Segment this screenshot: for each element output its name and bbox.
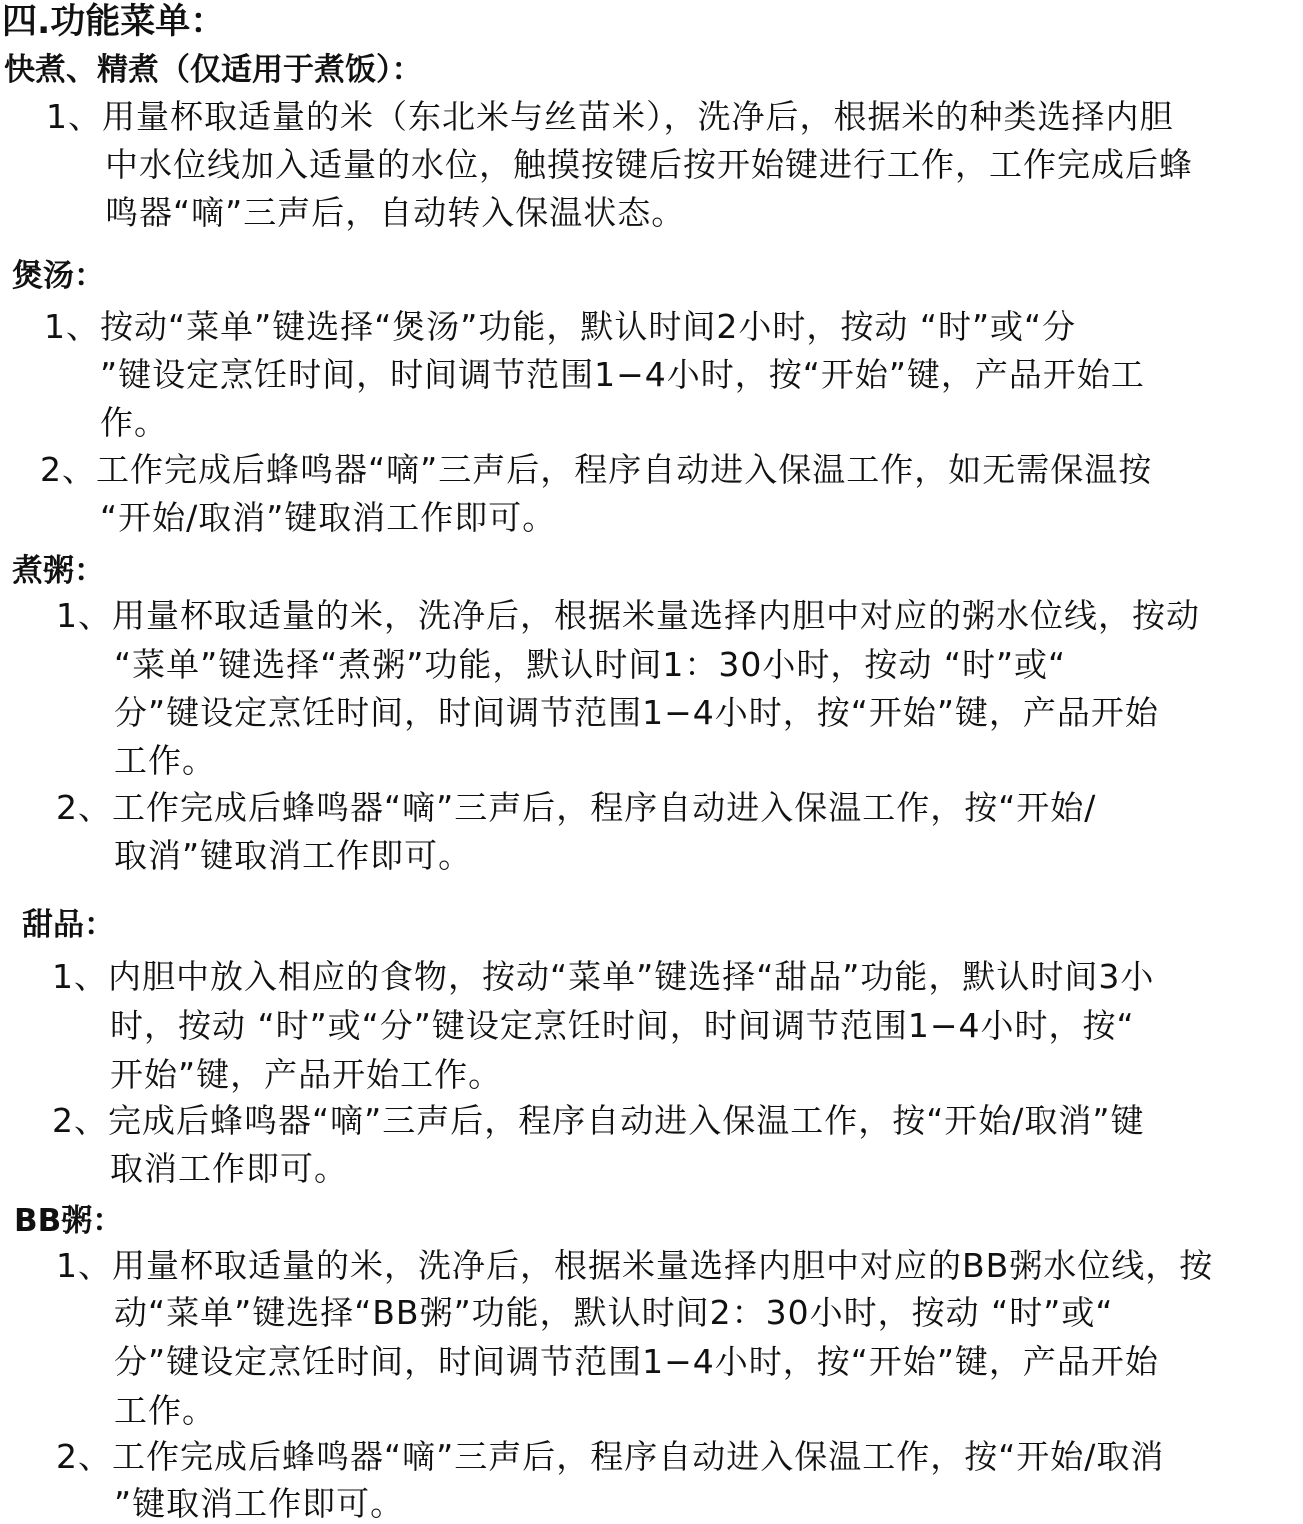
text-line: 1、用量杯取适量的米（东北米与丝苗米），洗净后，根据米的种类选择内胆 xyxy=(46,97,1174,136)
text-line: 取消工作即可。 xyxy=(110,1149,348,1188)
text-line: 1、按动“菜单”键选择“煲汤”功能，默认时间2小时，按动 “时”或“分 xyxy=(44,307,1077,346)
text-line: 鸣器“嘀”三声后，自动转入保温状态。 xyxy=(105,193,686,232)
text-line: “菜单”键选择“煮粥”功能，默认时间1：30小时，按动 “时”或“ xyxy=(114,645,1067,684)
page-title: 四.功能菜单： xyxy=(2,2,226,42)
text-line: 作。 xyxy=(100,403,168,442)
text-line: 分”键设定烹饪时间，时间调节范围1−4小时，按“开始”键，产品开始 xyxy=(114,1342,1159,1381)
section-heading: 快煮、精煮（仅适用于煮饭）： xyxy=(4,52,423,88)
section-heading: 煲汤： xyxy=(12,258,105,294)
text-line: ”键取消工作即可。 xyxy=(114,1484,405,1523)
text-line: 2、完成后蜂鸣器“嘀”三声后，程序自动进入保温工作，按“开始/取消”键 xyxy=(52,1101,1145,1140)
text-line: 2、工作完成后蜂鸣器“嘀”三声后，程序自动进入保温工作，按“开始/ xyxy=(56,788,1097,827)
text-line: 时，按动 “时”或“分”键设定烹饪时间，时间调节范围1−4小时，按“ xyxy=(110,1006,1135,1045)
text-line: 2、工作完成后蜂鸣器“嘀”三声后，程序自动进入保温工作，如无需保温按 xyxy=(40,450,1153,489)
text-line: 动“菜单”键选择“BB粥”功能，默认时间2：30小时，按动 “时”或“ xyxy=(114,1293,1114,1332)
text-line: 工作。 xyxy=(114,741,216,780)
text-line: 1、用量杯取适量的米，洗净后，根据米量选择内胆中对应的粥水位线，按动 xyxy=(56,596,1200,635)
text-line: 工作。 xyxy=(114,1391,216,1430)
text-line: “开始/取消”键取消工作即可。 xyxy=(100,498,557,537)
section-heading: 甜品： xyxy=(22,907,115,943)
text-line: 分”键设定烹饪时间，时间调节范围1−4小时，按“开始”键，产品开始 xyxy=(114,693,1159,732)
text-line: 开始”键，产品开始工作。 xyxy=(110,1055,503,1094)
text-line: ”键设定烹饪时间，时间调节范围1−4小时，按“开始”键，产品开始工 xyxy=(100,355,1145,394)
section-heading: 煮粥： xyxy=(12,553,105,589)
text-line: 2、工作完成后蜂鸣器“嘀”三声后，程序自动进入保温工作，按“开始/取消 xyxy=(56,1437,1165,1476)
text-line: 1、内胆中放入相应的食物，按动“菜单”键选择“甜品”功能，默认时间3小 xyxy=(52,957,1155,996)
section-heading: BB粥： xyxy=(14,1203,124,1239)
text-line: 1、用量杯取适量的米，洗净后，根据米量选择内胆中对应的BB粥水位线，按 xyxy=(56,1246,1214,1285)
text-line: 取消”键取消工作即可。 xyxy=(114,836,473,875)
text-line: 中水位线加入适量的水位，触摸按键后按开始键进行工作，工作完成后蜂 xyxy=(105,145,1193,184)
